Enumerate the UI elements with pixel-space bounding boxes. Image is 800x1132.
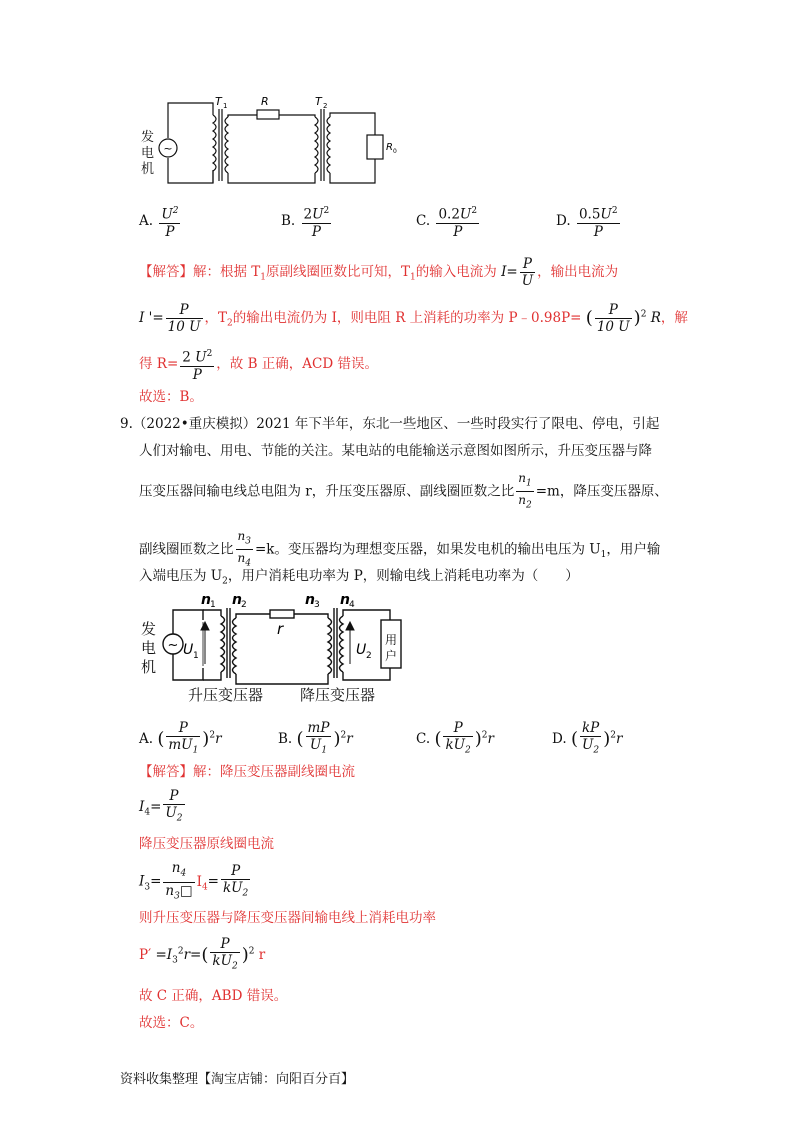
q9-answer-step2: 则升压变压器与降压变压器间输电线上消耗电功率 <box>139 910 436 926</box>
q9-user-label: 用户 <box>385 633 398 663</box>
q9-stem-line5: 入端电压为 $U_2$，用户消耗电功率为 P，则输电线上消耗电功率为（ ） <box>139 568 579 587</box>
svg-text:1: 1 <box>210 600 216 610</box>
svg-text:R: R <box>386 142 393 153</box>
q9-generator-label: 发电机 <box>141 620 157 676</box>
q9-option-c[interactable]: C. ( $\frac{P}{kU_2}$ )$^2$r <box>416 720 494 756</box>
svg-text:2: 2 <box>323 102 328 110</box>
answer-tag: 【解答】 <box>139 264 193 280</box>
q9-conclusion: 故 C 正确，ABD 错误。 <box>139 988 288 1004</box>
q9-stem-line3: 压变压器间输电线总电阻为 r，升压变压器原、副线圈匝数之比 $\frac{n_1}{n_2}$ =m，降压变压器原、 <box>139 471 668 511</box>
q8-answer-line3: 得 R= $\frac{2 U^2}{P}$ ，故 B 正确，ACD 错误。 <box>139 346 378 383</box>
q9-choose: 故选：C。 <box>139 1015 204 1031</box>
svg-text:n: n <box>340 592 350 608</box>
svg-text:1: 1 <box>193 651 199 661</box>
q8-choose: 故选：B。 <box>139 389 203 405</box>
q9-answer-step1: 降压变压器原线圈电流 <box>139 836 274 852</box>
q8-option-b[interactable]: B. $\frac{2U^2}{P}$ <box>281 203 333 240</box>
svg-text:0: 0 <box>393 148 397 155</box>
q8-answer-line2: I '= $\frac{P}{10 U}$ ，$T_2$的输出电流仍为 I，则电阻 R 上消耗的功率为 P﹣0.98P= ( $\frac{P}{10 U}$ )$^2$ R，解 <box>139 302 688 335</box>
svg-text:~: ~ <box>163 142 173 155</box>
svg-text:U: U <box>356 642 367 658</box>
svg-text:T: T <box>315 95 322 108</box>
svg-text:n: n <box>305 592 315 608</box>
q9-eq-i3: $I_3=$ $\frac{n_4}{n_3□}$ $I_4=$ $\frac{P}{kU_2}$ <box>139 860 249 902</box>
svg-text:T: T <box>215 95 222 108</box>
q9-option-d[interactable]: D. ( $\frac{kP}{U_2}$ )$^2$r <box>552 720 623 756</box>
svg-text:n: n <box>232 592 242 608</box>
svg-text:r: r <box>277 620 284 638</box>
q8-option-c[interactable]: C. $\frac{0.2U^2}{P}$ <box>416 203 481 240</box>
q8-circuit-diagram <box>135 95 395 190</box>
q9-stem-line1: 9.（2022•重庆模拟）2021 年下半年，东北一些地区、一些时段实行了限电、停电，引起 <box>120 416 660 432</box>
q9-eq-i4: $I_4=$ $\frac{P}{U_2}$ <box>139 788 183 824</box>
svg-text:n: n <box>201 592 211 608</box>
svg-text:2: 2 <box>366 651 372 661</box>
q9-option-a[interactable]: A. ( $\frac{P}{mU_1}$ )$^2$r <box>139 720 222 756</box>
q9-stem-line2: 人们对输电、用电、节能的关注。某电站的电能输送示意图如图所示，升压变压器与降 <box>139 443 652 459</box>
q9-answer-intro: 【解答】解：降压变压器副线圈电流 <box>139 764 355 780</box>
q8-option-a[interactable]: A. $\frac{U^2}{P}$ <box>139 203 182 240</box>
answer-tag: 【解答】 <box>139 764 193 780</box>
q8-option-d[interactable]: D. $\frac{0.5U^2}{P}$ <box>556 203 622 240</box>
svg-text:R: R <box>261 95 269 108</box>
svg-text:U: U <box>183 642 194 658</box>
q9-circuit-diagram <box>135 592 420 704</box>
q8-generator-label: 发电机 <box>141 130 155 177</box>
q9-eq-power: $P' =I_3^2r=$( $\frac{P}{kU_2}$ )$^2$ r <box>139 936 266 972</box>
svg-text:1: 1 <box>223 102 228 110</box>
q9-step-up-label: 升压变压器 <box>188 686 264 704</box>
q8-answer-line1: 【解答】解：根据 $T_1$原副线圈匝数比可知，$T_1$的输入电流为 I= $\frac{P}{U}$ ，输出电流为 <box>139 256 619 289</box>
svg-text:2: 2 <box>241 600 247 610</box>
svg-text:3: 3 <box>314 600 320 610</box>
svg-text:4: 4 <box>349 600 355 610</box>
svg-text:~: ~ <box>167 638 179 653</box>
page-footer: 资料收集整理【淘宝店铺：向阳百分百】 <box>120 1072 355 1087</box>
q9-number: 9. <box>120 416 133 432</box>
q9-step-down-label: 降压变压器 <box>300 686 376 704</box>
q9-stem-line4: 副线圈匝数之比 $\frac{n_3}{n_4}$ =k。变压器均为理想变压器，如果发电机的输出电压为 $U_1$，用户输 <box>139 529 661 569</box>
q9-option-b[interactable]: B. ( $\frac{mP}{U_1}$ )$^2$r <box>278 720 353 756</box>
